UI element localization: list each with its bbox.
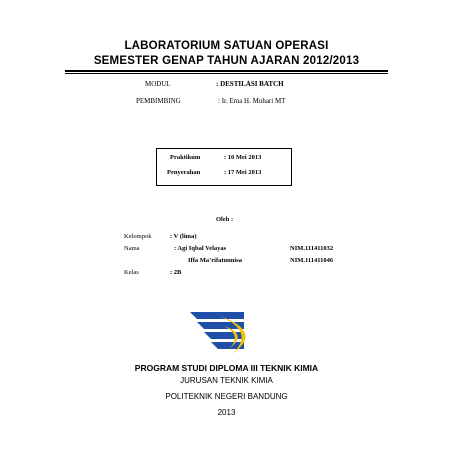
member-nim: NIM.111411032 [290,245,334,252]
polban-logo-icon [186,310,268,356]
pembimbing-label: PEMBIMBING [136,97,181,105]
kelompok-value: : V (lima) [170,233,197,240]
kelompok-label: Kelompok [124,233,152,240]
praktikum-value: : 10 Mei 2013 [224,154,262,161]
penyerahan-label: Penyerahan [167,169,201,176]
report-subtitle: SEMESTER GENAP TAHUN AJARAN 2012/2013 [93,55,360,67]
kelas-value: : 2B [170,269,182,276]
modul-value: : DESTILASI BATCH [216,80,284,88]
member-name: Iffa Ma’rifatunnisa [188,257,242,264]
kelas-label: Kelas [124,269,139,276]
member-name: : Agi Iqbal Velayas [174,245,227,252]
member-nim: NIM.111411046 [290,257,334,264]
oleh-label: Oleh : [216,216,234,223]
praktikum-label: Praktikum [170,154,201,161]
modul-label: MODUL [145,80,171,88]
year: 2013 [217,408,236,417]
nama-label: Nama [124,245,140,252]
pembimbing-value: : Ir. Ema H. Muhari MT [218,97,286,105]
program-studi: PROGRAM STUDI DIPLOMA III TEKNIK KIMIA [134,363,319,373]
institution: POLITEKNIK NEGERI BANDUNG [165,392,288,401]
report-title: LABORATORIUM SATUAN OPERASI [124,40,329,52]
jurusan: JURUSAN TEKNIK KIMIA [180,376,273,385]
penyerahan-value: : 17 Mei 2013 [224,169,262,176]
title-rule-thick [65,70,388,72]
title-rule-thin [65,73,388,74]
